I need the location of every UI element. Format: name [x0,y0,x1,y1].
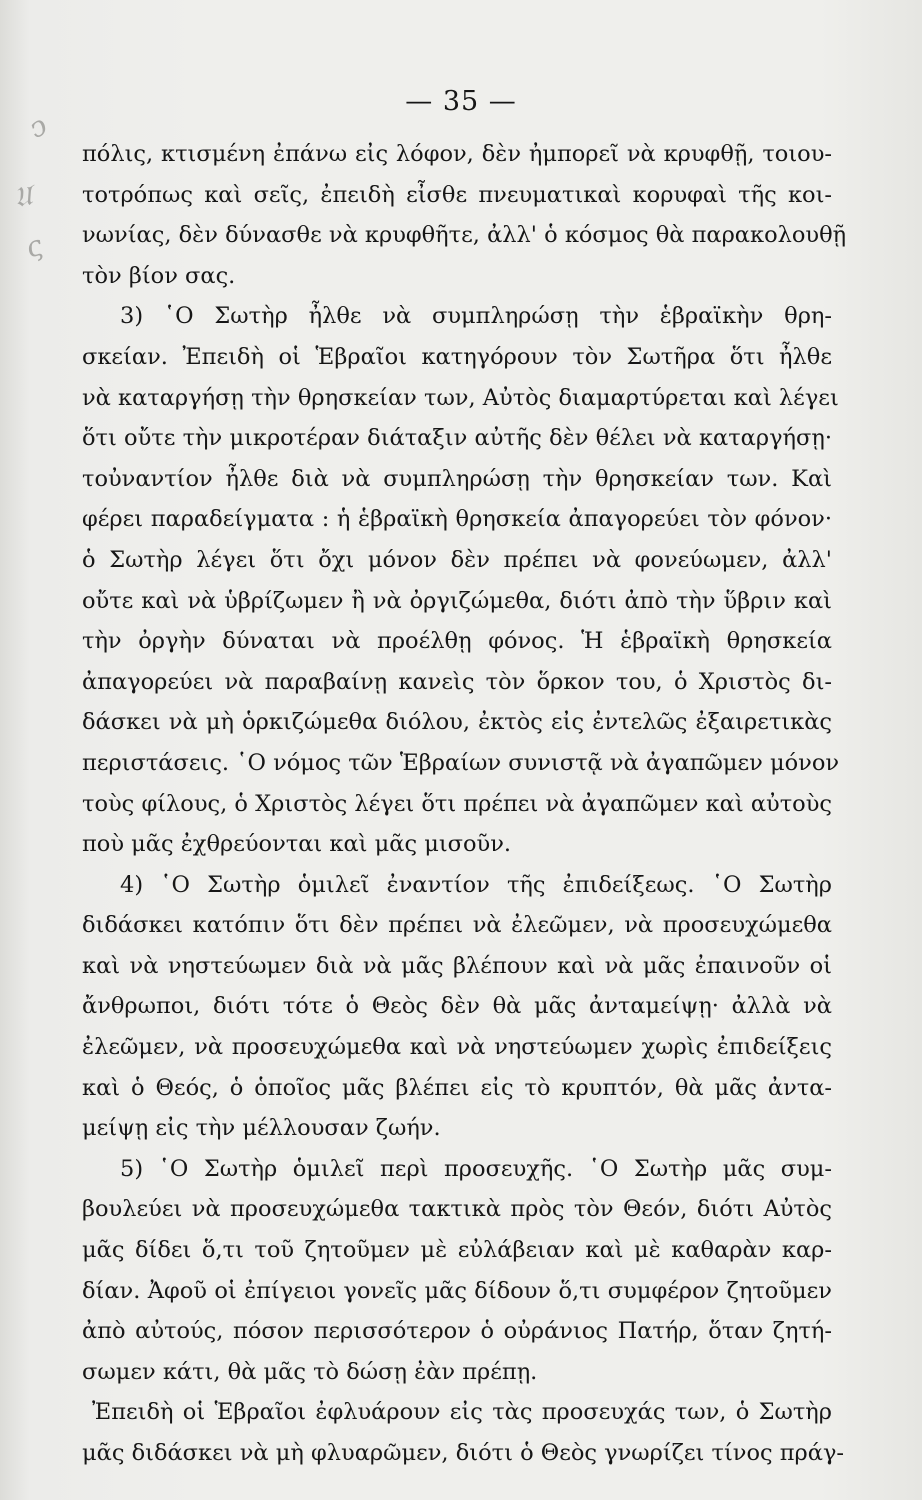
text-line: ἐλεῶμεν, νὰ προσευχώμεθα καὶ νὰ νηστεύωμεν χωρὶς ἐπιδείξεις [82,1034,832,1061]
text-line: δίαν. Ἀφοῦ οἱ ἐπίγειοι γονεῖς μᾶς δίδουν ὅ,τι συμφέρον ζητοῦμεν [82,1277,832,1304]
text-line: περιστάσεις. ῾Ο νόμος τῶν Ἑβραίων συνιστᾷ νὰ ἀγαπῶμεν μόνον [82,749,840,776]
text-line: μᾶς δίδει ὅ,τι τοῦ ζητοῦμεν μὲ εὐλάβειαν καὶ μὲ καθαρὰν καρ- [82,1237,832,1264]
text-line: μᾶς διδάσκει νὰ μὴ φλυαρῶμεν, διότι ὁ Θεὸς γνωρίζει τίνος πράγ- [82,1440,845,1466]
text-line: νὰ καταργήσῃ τὴν θρησκείαν των, Αὐτὸς διαμαρτύρεται καὶ λέγει [82,384,839,411]
text-line: ὅτι οὔτε τὴν μικροτέραν διάταξιν αὐτῆς δὲν θέλει νὰ καταργήσῃ· [82,425,832,452]
text-line: μείψῃ εἰς τὴν μέλλουσαν ζωήν. [82,1115,441,1142]
text-line: πόλις, κτισμένη ἐπάνω εἰς λόφον, δὲν ἠμπορεῖ νὰ κρυφθῇ, τοιου- [82,141,832,167]
text-line: σκείαν. Ἐπειδὴ οἱ Ἑβραῖοι κατηγόρουν τὸν Σωτῆρα ὅτι ἦλθε [82,343,832,370]
text-line: τὴν ὀργὴν δύναται νὰ προέλθῃ φόνος. Ἡ ἑβραϊκὴ θρησκεία [82,628,832,655]
text-line: νωνίας, δὲν δύνασθε νὰ κρυφθῆτε, ἀλλ' ὁ κόσμος θὰ παρακολουθῇ [82,222,847,249]
pencil-scribble-mark: ͻ [23,108,53,145]
pencil-marginalia [8,110,68,290]
text-line: ἀπαγορεύει νὰ παραβαίνῃ κανεὶς τὸν ὅρκον του, ὁ Χριστὸς δι- [82,668,832,695]
text-line: διδάσκει κατόπιν ὅτι δὲν πρέπει νὰ ἐλεῶμεν, νὰ προσευχώμεθα [82,912,832,939]
text-line: σωμεν κάτι, θὰ μᾶς τὸ δώσῃ ἐὰν πρέπῃ. [82,1358,538,1385]
text-line: ποὺ μᾶς ἐχθρεύονται καὶ μᾶς μισοῦν. [82,831,512,858]
text-line: ἄνθρωποι, διότι τότε ὁ Θεὸς δὲν θὰ μᾶς ἀνταμείψῃ· ἀλλὰ νὰ [82,993,832,1020]
pencil-scribble-mark: ς [20,228,47,265]
text-line: Ἐπειδὴ οἱ Ἑβραῖοι ἐφλυάρουν εἰς τὰς προσευχάς των, ὁ Σωτὴρ [92,1399,832,1426]
section-heading-line: 4) ῾Ο Σωτὴρ ὁμιλεῖ ἐναντίον τῆς ἐπιδείξεως. ῾Ο Σωτὴρ [120,871,832,898]
body-text [82,134,847,1474]
page-number: — 35 — [405,86,517,117]
section-heading-line: 5) ῾Ο Σωτὴρ ὁμιλεῖ περὶ προσευχῆς. ῾Ο Σωτὴρ μᾶς συμ- [120,1155,832,1182]
text-line: καὶ νὰ νηστεύωμεν διὰ νὰ μᾶς βλέπουν καὶ νὰ μᾶς ἐπαινοῦν οἱ [82,952,832,979]
text-line: βουλεύει νὰ προσευχώμεθα τακτικὰ πρὸς τὸν Θεόν, διότι Αὐτὸς [82,1196,832,1223]
text-line: τοτρόπως καὶ σεῖς, ἐπειδὴ εἶσθε πνευματικαὶ κορυφαὶ τῆς κοι- [82,181,832,208]
text-line: οὔτε καὶ νὰ ὑβρίζωμεν ἢ νὰ ὀργιζώμεθα, διότι ἀπὸ τὴν ὕβριν καὶ [82,587,832,614]
text-line: τοὐναντίον ἦλθε διὰ νὰ συμπληρώσῃ τὴν θρησκείαν των. Καὶ [82,465,832,492]
text-line: τοὺς φίλους, ὁ Χριστὸς λέγει ὅτι πρέπει νὰ ἀγαπῶμεν καὶ αὐτοὺς [82,790,832,817]
text-line: δάσκει νὰ μὴ ὁρκιζώμεθα διόλου, ἐκτὸς εἰς ἐντελῶς ἐξαιρετικὰς [82,709,832,736]
text-line: ὁ Σωτὴρ λέγει ὅτι ὄχι μόνον δὲν πρέπει νὰ φονεύωμεν, ἀλλ' [82,546,832,573]
section-heading-line: 3) ῾Ο Σωτὴρ ἦλθε νὰ συμπληρώσῃ τὴν ἑβραϊκὴν θρη- [120,303,832,330]
text-line: τὸν βίον σας. [82,262,236,289]
text-line: φέρει παραδείγματα : ἡ ἑβραϊκὴ θρησκεία ἀπαγορεύει τὸν φόνον· [82,506,832,533]
pencil-scribble-mark: 𝔘 [11,178,35,215]
text-line: ἀπὸ αὐτούς, πόσον περισσότερον ὁ οὐράνιος Πατήρ, ὅταν ζητή- [82,1318,832,1345]
text-line: καὶ ὁ Θεός, ὁ ὁποῖος μᾶς βλέπει εἰς τὸ κρυπτόν, θὰ μᾶς ἀντα- [82,1074,832,1101]
